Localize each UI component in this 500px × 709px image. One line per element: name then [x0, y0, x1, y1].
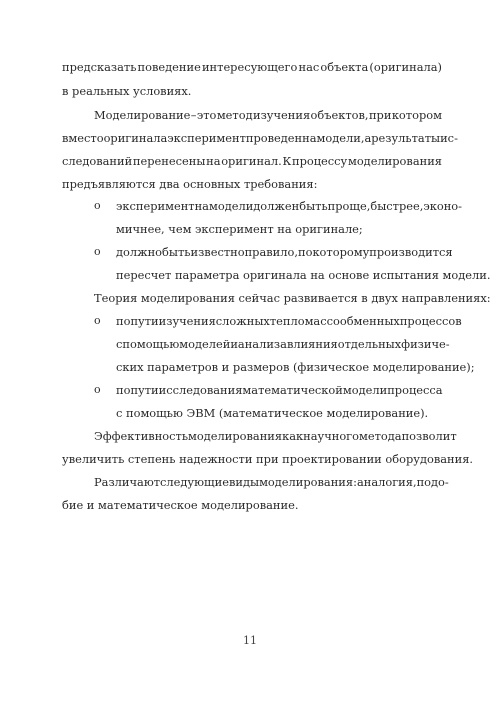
word: пути	[130, 314, 159, 328]
word: перенесены	[132, 154, 206, 168]
word: это	[196, 108, 217, 122]
word: производится	[369, 245, 453, 259]
word: на	[206, 154, 221, 168]
paragraph-line: бие и математическое моделирование.	[62, 498, 299, 512]
word: научного	[303, 429, 360, 443]
paragraph-line	[62, 60, 442, 74]
list-item-line	[116, 199, 463, 213]
word: оригинала	[103, 131, 168, 145]
word: оригинал.	[221, 154, 282, 168]
word: исследования	[158, 383, 243, 397]
list-bullet-marker: o	[94, 314, 101, 327]
word: на	[194, 199, 209, 213]
word: правило,	[244, 245, 298, 259]
word: процессов	[399, 314, 462, 328]
word: ис-	[440, 131, 458, 145]
word: поведение	[137, 60, 201, 74]
word: процессу	[291, 154, 348, 168]
paragraph-line: предъявляются два основных требования:	[62, 177, 318, 191]
word: математической	[242, 383, 343, 397]
word: моделирования:	[259, 475, 357, 489]
word: сложных	[215, 314, 270, 328]
word: котором	[391, 108, 442, 122]
word: модели	[208, 199, 254, 213]
word: –	[190, 108, 197, 122]
word: предсказать	[62, 60, 137, 74]
word: быть	[299, 199, 328, 213]
word: интересующего	[201, 60, 298, 74]
word: объектов,	[310, 108, 369, 122]
word: (оригинала)	[369, 60, 442, 74]
list-item-line	[116, 314, 462, 328]
word: должен	[253, 199, 300, 213]
paragraph-line	[62, 131, 458, 145]
paragraph-line	[94, 108, 442, 122]
paragraph-line	[94, 475, 449, 489]
word: по	[116, 314, 131, 328]
list-bullet-marker: o	[94, 199, 101, 212]
word: изучения	[252, 108, 311, 122]
word: виды	[228, 475, 260, 489]
word: влияния	[286, 337, 338, 351]
list-item-line	[116, 245, 453, 259]
word: физиче-	[401, 337, 450, 351]
list-item-line: с помощью ЭВМ (математическое моделирование).	[116, 406, 429, 420]
word: по	[297, 245, 313, 259]
word: подо-	[416, 475, 449, 489]
word: нас	[298, 60, 320, 74]
paragraph-line: в реальных условиях.	[62, 84, 192, 98]
word: анализа	[237, 337, 287, 351]
paragraph-line	[94, 429, 457, 443]
word: модели,	[316, 131, 365, 145]
word: К	[282, 154, 292, 168]
word: вместо	[62, 131, 104, 145]
page-number: 11	[243, 634, 257, 647]
word: аналогия,	[356, 475, 417, 489]
word: на	[302, 131, 317, 145]
word: объекта	[320, 60, 369, 74]
word: эконо-	[423, 199, 463, 213]
word: проведен	[245, 131, 303, 145]
word: пути	[130, 383, 159, 397]
word: и	[230, 337, 238, 351]
word: с	[116, 337, 123, 351]
list-bullet-marker: o	[94, 383, 101, 396]
word: как	[282, 429, 304, 443]
word: изучения	[158, 314, 216, 328]
list-item-line	[116, 383, 442, 397]
paragraph-line: Теория моделирования сейчас развивается в двух направлениях:	[94, 291, 491, 305]
word: которому	[312, 245, 370, 259]
word: известно	[190, 245, 245, 259]
word: тепломассообменных	[269, 314, 400, 328]
paragraph-line	[62, 154, 442, 168]
word: моделей	[179, 337, 231, 351]
list-item-line: мичнее, чем эксперимент на оригинале;	[116, 222, 363, 236]
list-item-line: пересчет параметра оригинала на основе испытания модели.	[116, 268, 491, 282]
word: при	[368, 108, 392, 122]
word: а	[364, 131, 372, 145]
word: Эффективность	[94, 429, 189, 443]
word: моделирования	[347, 154, 442, 168]
word: Различают	[94, 475, 161, 489]
paragraph-line: увеличить степень надежности при проектировании оборудования.	[62, 452, 474, 466]
list-item-line	[116, 337, 450, 351]
word: моделирования	[188, 429, 283, 443]
word: метода	[359, 429, 402, 443]
word: процесса	[387, 383, 443, 397]
word: помощью	[122, 337, 180, 351]
word: позволит	[401, 429, 457, 443]
word: следующие	[160, 475, 229, 489]
word: эксперимент	[167, 131, 246, 145]
word: следований	[62, 154, 133, 168]
word: метод	[216, 108, 253, 122]
word: проще,	[327, 199, 371, 213]
word: быть	[162, 245, 191, 259]
word: по	[116, 383, 131, 397]
word: результаты	[371, 131, 441, 145]
word: быстрее,	[370, 199, 424, 213]
word: модели	[342, 383, 388, 397]
word: должно	[116, 245, 163, 259]
word: эксперимент	[116, 199, 195, 213]
list-item-line: ских параметров и размеров (физическое моделирование);	[116, 360, 475, 374]
word: Моделирование	[94, 108, 191, 122]
word: отдельных	[337, 337, 402, 351]
list-bullet-marker: o	[94, 245, 101, 258]
